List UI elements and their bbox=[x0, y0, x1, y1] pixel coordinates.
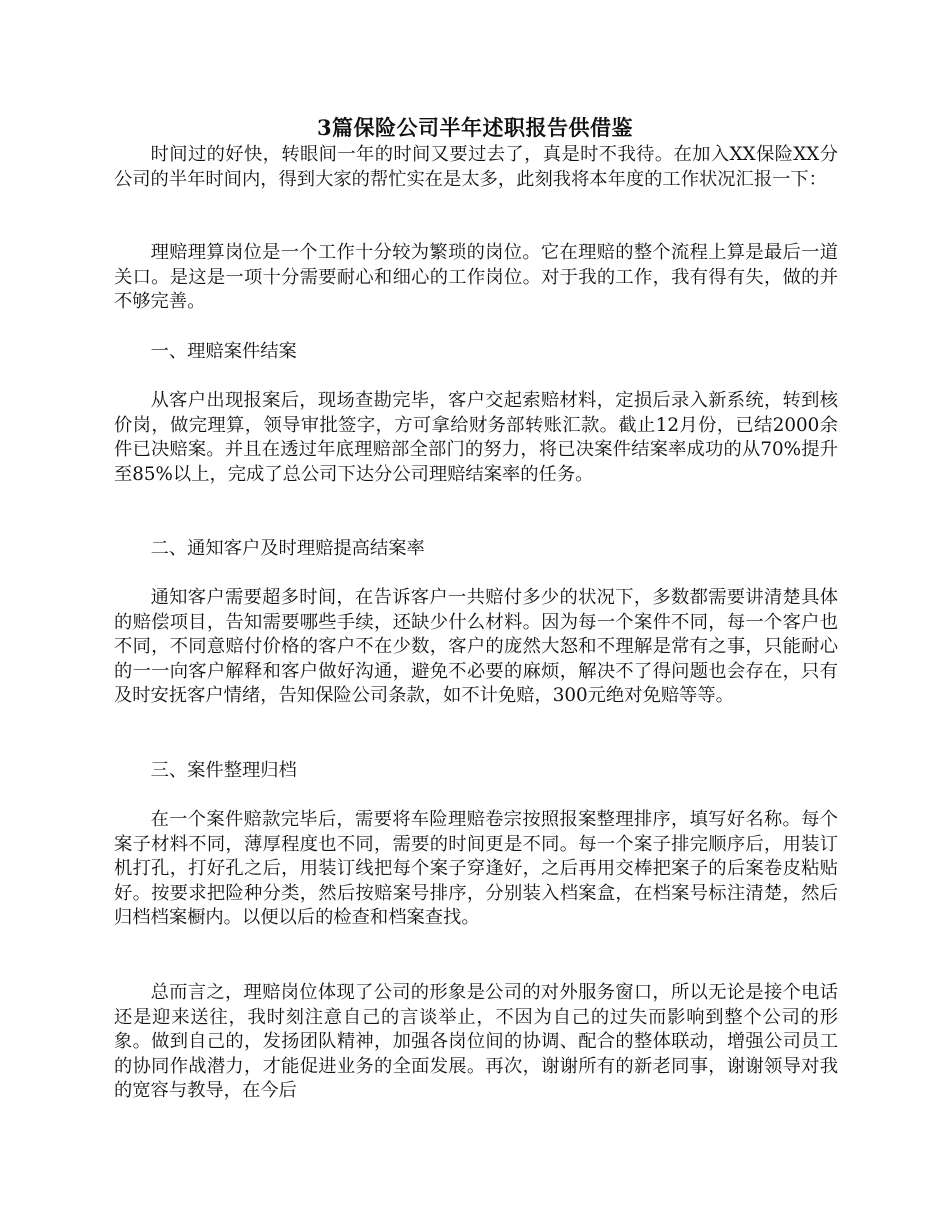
paragraph-intro: 时间过的好快，转眼间一年的时间又要过去了，真是时不我待。在加入XX保险XX分公司的半年时间内，得到大家的帮忙实在是太多，此刻我将本年度的工作状况汇报一下： bbox=[114, 144, 838, 190]
paragraph-notify-customers: 通知客户需要超多时间，在告诉客户一共赔付多少的状况下，多数都需要讲清楚具体的赔偿项目，告知需要哪些手续，还缺少什么材料。因为每一个案件不同，每一个客户也不同，不同意赔付价格的客户不在少数，客户的庞然大怒和不理解是常有之事，只能耐心的一一向客户解释和客户做好沟通，避免不必要的麻烦，解决不了得问题也会存在，只有及时安抚客户情绪，告知保险公司条款，如不计免赔，300元绝对免赔等等。 bbox=[114, 587, 838, 707]
section-heading-2: 二、通知客户及时理赔提高结案率 bbox=[150, 538, 425, 559]
section-heading-3: 三、案件整理归档 bbox=[150, 760, 297, 781]
paragraph-case-archiving: 在一个案件赔款完毕后，需要将车险理赔卷宗按照报案整理排序，填写好名称。每个案子材料不同，薄厚程度也不同，需要的时间更是不同。每一个案子排完顺序后，用装订机打孔，打好孔之后，用装订线把每个案子穿逢好，之后再用交棒把案子的后案卷皮粘贴好。按要求把险种分类，然后按赔案号排序，分别装入档案盒，在档案号标注清楚，然后归档档案橱内。以便以后的检查和档案查找。 bbox=[114, 809, 838, 929]
section-heading-1: 一、理赔案件结案 bbox=[150, 341, 297, 362]
document-title: 3篇保险公司半年述职报告供借鉴 bbox=[316, 115, 634, 140]
paragraph-case-closing: 从客户出现报案后，现场查勘完毕，客户交起索赔材料，定损后录入新系统，转到核价岗，做完理算，领导审批签字，方可拿给财务部转账汇款。截止12月份，已结2000余件已决赔案。并且在透过年底理赔部全部门的努力，将已决案件结案率成功的从70%提升至85%以上，完成了总公司下达分公司理赔结案率的任务。 bbox=[114, 390, 838, 485]
paragraph-position-description: 理赔理算岗位是一个工作十分较为繁琐的岗位。它在理赔的整个流程上算是最后一道关口。是这是一项十分需要耐心和细心的工作岗位。对于我的工作，我有得有失，做的并不够完善。 bbox=[114, 242, 838, 313]
paragraph-conclusion: 总而言之，理赔岗位体现了公司的形象是公司的对外服务窗口，所以无论是接个电话还是迎来送往，我时刻注意自己的言谈举止，不因为自己的过失而影响到整个公司的形象。做到自己的，发扬团队精神，加强各岗位间的协调、配合的整体联动，增强公司员工的协同作战潜力，才能促进业务的全面发展。再次，谢谢所有的新老同事，谢谢领导对我的宽容与教导，在今后 bbox=[114, 982, 838, 1102]
